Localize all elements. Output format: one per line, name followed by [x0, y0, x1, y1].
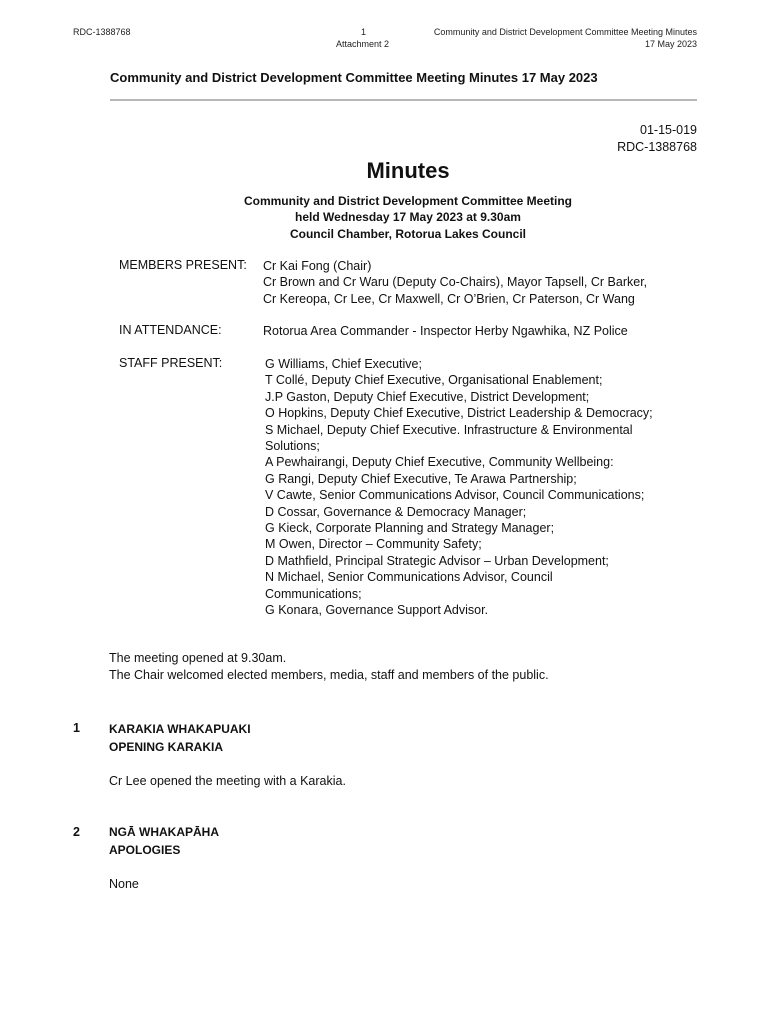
list-item: T Collé, Deputy Chief Executive, Organisational Enablement; — [265, 373, 603, 388]
header-meeting-title: Community and District Development Committee Meeting Minutes — [433, 27, 697, 37]
file-number: 01-15-019 — [640, 123, 697, 137]
list-item: Rotorua Area Commander - Inspector Herby Ngawhika, NZ Police — [263, 324, 628, 338]
section-body: None — [109, 877, 139, 891]
list-item: G Kieck, Corporate Planning and Strategy Manager; — [265, 521, 555, 536]
header-meeting-date: 17 May 2023 — [644, 39, 697, 49]
list-item: S Michael, Deputy Chief Executive. Infrastructure & Environmental — [265, 422, 633, 437]
section-number: 1 — [73, 721, 80, 735]
members-present-label: MEMBERS PRESENT: — [119, 258, 247, 272]
list-item: Communications; — [265, 586, 362, 601]
list-item: Cr Brown and Cr Waru (Deputy Co-Chairs), Mayor Tapsell, Cr Barker, — [263, 275, 648, 290]
meeting-venue: Council Chamber, Rotorua Lakes Council — [289, 227, 527, 241]
opening-time: The meeting opened at 9.30am. — [109, 651, 287, 665]
list-item: V Cawte, Senior Communications Advisor, Council Communications; — [265, 488, 645, 503]
list-item: D Cossar, Governance & Democracy Manager; — [265, 504, 527, 519]
list-item: G Rangi, Deputy Chief Executive, Te Arawa Partnership; — [265, 471, 577, 486]
staff-present-label: STAFF PRESENT: — [119, 356, 223, 370]
list-item: M Owen, Director – Community Safety; — [265, 537, 482, 552]
list-item: D Mathfield, Principal Strategic Advisor – Urban Development; — [265, 553, 609, 568]
opening-welcome: The Chair welcomed elected members, media, staff and members of the public. — [109, 668, 549, 682]
list-item: A Pewhairangi, Deputy Chief Executive, Community Wellbeing: — [265, 455, 614, 470]
section-title-english: OPENING KARAKIA — [109, 740, 224, 754]
section-body: Cr Lee opened the meeting with a Karakia. — [109, 774, 346, 788]
list-item: J.P Gaston, Deputy Chief Executive, District Development; — [265, 389, 590, 404]
list-item: N Michael, Senior Communications Advisor, Council — [265, 570, 553, 585]
list-item: Cr Kereopa, Cr Lee, Cr Maxwell, Cr O’Brien, Cr Paterson, Cr Wang — [263, 291, 635, 306]
record-number: RDC-1388768 — [617, 140, 697, 154]
document-title: Community and District Development Committee Meeting Minutes 17 May 2023 — [110, 70, 598, 85]
meeting-name: Community and District Development Committee Meeting — [243, 194, 573, 208]
list-item: G Williams, Chief Executive; — [265, 357, 422, 371]
section-number: 2 — [73, 825, 80, 839]
members-present-list — [263, 258, 647, 307]
meeting-datetime: held Wednesday 17 May 2023 at 9.30am — [295, 210, 521, 224]
section-title-maori: KARAKIA WHAKAPUAKI — [109, 722, 251, 736]
section-title-maori: NGĀ WHAKAPĀHA — [109, 825, 219, 839]
staff-present-list — [265, 356, 653, 619]
in-attendance-list — [263, 323, 628, 339]
header-doc-ref: RDC-1388768 — [73, 27, 131, 37]
page-title: Minutes — [366, 158, 450, 183]
header-attachment: Attachment 2 — [336, 39, 390, 49]
header-page-number: 1 — [361, 27, 367, 37]
in-attendance-label: IN ATTENDANCE: — [119, 323, 222, 337]
list-item: Cr Kai Fong (Chair) — [263, 259, 372, 273]
list-item: O Hopkins, Deputy Chief Executive, District Leadership & Democracy; — [265, 406, 653, 421]
section-title-english: APOLOGIES — [109, 843, 181, 857]
list-item: Solutions; — [265, 439, 320, 454]
list-item: G Konara, Governance Support Advisor. — [265, 603, 489, 618]
title-divider — [110, 99, 697, 101]
